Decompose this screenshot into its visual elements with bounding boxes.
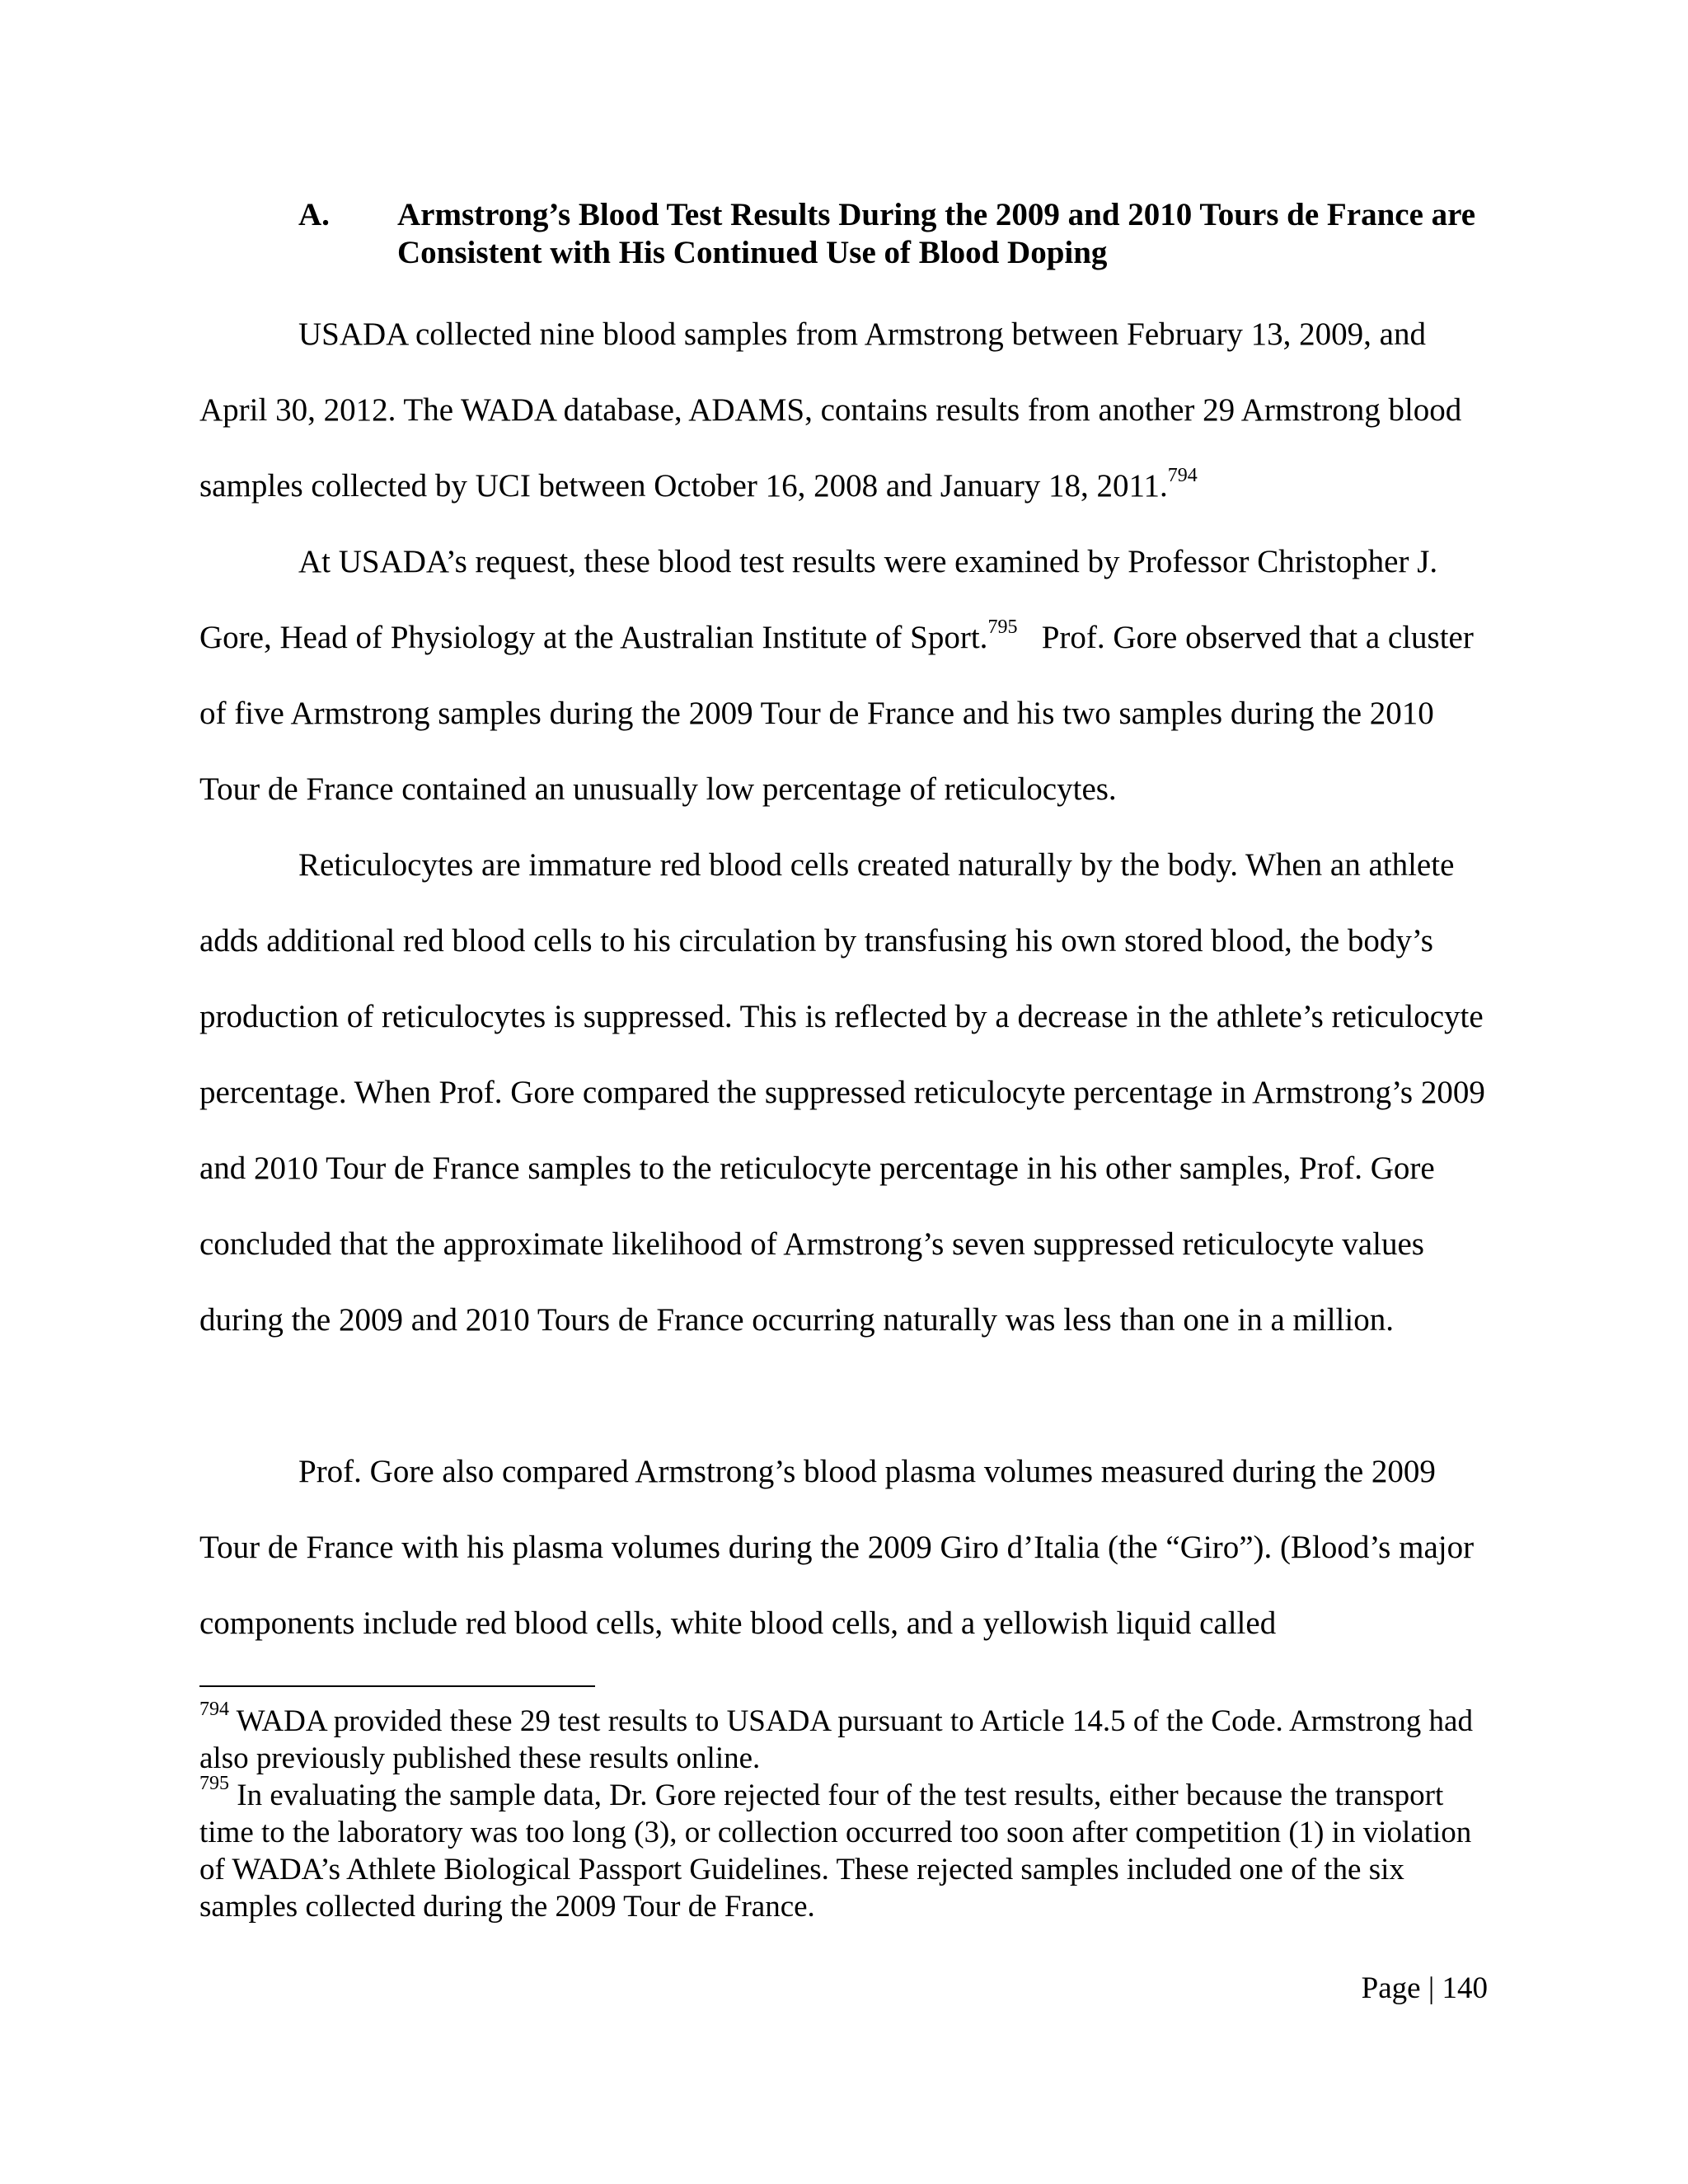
footnote-number: 795 [199,1772,229,1794]
paragraph-3-text: Reticulocytes are immature red blood cells created naturally by the body. When an athlete adds additional red blood cells to his circulation by transfusing his own stored blood, the body’s production of reticulocytes is suppressed. This is reflected by a decrease in the athlete’s reticulocyte percentage. When Prof. Gore compared the suppressed reticulocyte percentage in Armstrong’s 2009 and 2010 Tour de France samples to the reticulocyte percentage in his other samples, Prof. Gore concluded that the approximate likelihood of Armstrong’s seven suppressed reticulocyte values during the 2009 and 2010 Tours de France occurring naturally was less than one in a million. [199,847,1485,1338]
paragraph-2-text-b: Prof. Gore observed that a cluster of five Armstrong samples during the 2009 Tour de France and his two samples during the 2010 Tour de France contained an unusually low percentage of reticulocytes. [199,620,1482,807]
footnote-separator [199,1685,595,1687]
footnote-ref-795[interactable]: 795 [987,616,1018,638]
section-title: Armstrong’s Blood Test Results During the 2009 and 2010 Tours de France are Consistent with His Continued Use of Blood Doping [397,197,1476,270]
footnote-794 [199,1698,1502,1777]
footnote-ref-794[interactable]: 794 [1167,465,1198,486]
footnote-number: 794 [199,1698,229,1720]
paragraph-4-text: Prof. Gore also compared Armstrong’s blood plasma volumes measured during the 2009 Tour de France with his plasma volumes during the 2009 Giro d’Italia (the “Giro”). (Blood’s major components include red blood cells, white blood cells, and a yellowish liquid called [199,1454,1475,1641]
section-label: A. [298,197,330,232]
paragraph-1-text: USADA collected nine blood samples from Armstrong between February 13, 2009, and April 30, 2012. The WADA database, ADAMS, contains results from another 29 Armstrong blood samples collected by UCI between October 16, 2008 and January 18, 2011. [199,316,1462,504]
footnote-text: WADA provided these 29 test results to USADA pursuant to Article 14.5 of the Code. Armstrong had also previously published these results online. [199,1704,1473,1775]
paragraph-4 [199,1434,1493,1661]
paragraph-2 [199,524,1493,827]
paragraph-2-text-a: At USADA’s request, these blood test results were examined by Professor Christopher J. Gore, Head of Physiology at the Australian Institute of Sport. [199,544,1438,655]
footnote-795 [199,1772,1502,1925]
footnotes [199,1698,1502,1925]
footnote-text: In evaluating the sample data, Dr. Gore rejected four of the test results, either because the transport time to the laboratory was too long (3), or collection occurred too soon after competition (1) in violation of WADA’s Athlete Biological Passport Guidelines. These rejected samples included one of the six samples collected during the 2009 Tour de France. [199,1779,1472,1924]
paragraph-3 [199,827,1493,1358]
paragraph-1 [199,297,1493,524]
page-number: Page | 140 [1361,1971,1488,2005]
